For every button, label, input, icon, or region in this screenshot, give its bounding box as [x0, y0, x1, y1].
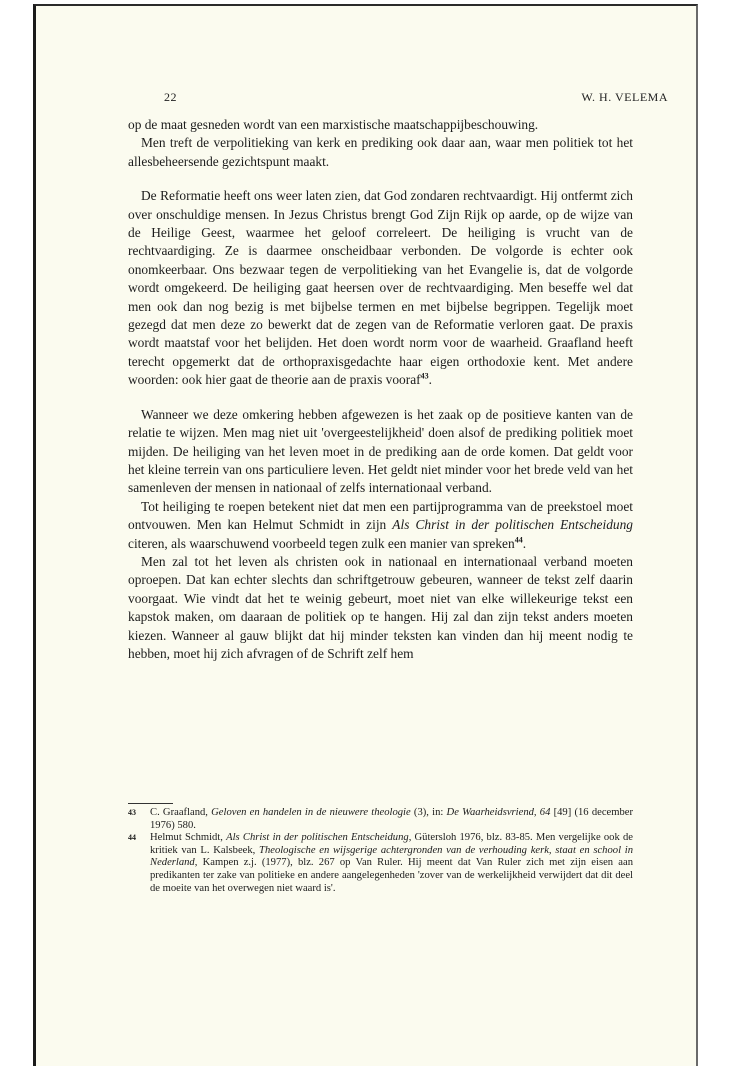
footnote-number: 43 [128, 808, 136, 817]
footnote-segment: C. Graafland, [150, 807, 212, 818]
book-title: Als Christ in der politischen Entscheidung [392, 517, 633, 533]
footnote-segment: , Kampen z.j. (1977), blz. 267 op Van Ruler. Hij meent dat Van Ruler zich met zijn eisen aan predikanten ter zake van politieke en andere aangelegenheden 'zover van de werkelijkheid verwijdert dat dit deel de moeite van het overwegen niet waard is'. [150, 857, 633, 894]
paragraph-text: citeren, als waarschuwend voorbeeld tegen zulk een manier van spreken [128, 535, 515, 551]
paragraph-text: De Reformatie heeft ons weer laten zien, dat God zondaren rechtvaardigt. Hij ontfermt zich over onschuldige mensen. In Jezus Christus brengt God Zijn Rijk op aarde, op de wijze van de Heilige Geest, waarmee het geloof correleert. De heiliging is vrucht van de rechtvaardiging. Ze is daarmee onscheidbaar verbonden. De volgorde is echter ook onomkeerbaar. Ons bezwaar tegen de verpolitieking van het Evangelie is, dat de volgorde wordt omgekeerd. De heiliging gaat heersen over de rechtvaardiging. Men beseffe wel dat men ook dan nog bezig is met bijbelse termen en met bijbelse begrippen. Tegelijk moet gezegd dat men deze zo bewerkt dat de zegen van de Reformatie verloren gaat. De praxis wordt maatstaf voor het belijden. Het doen wordt norm voor de waarheid. Graafland heeft terecht opgemerkt dat de orthopraxisgedachte haar eigen orthodoxie kent. Met andere woorden: ook hier gaat de theorie aan de praxis vooraf [128, 188, 633, 388]
footnote-text [150, 832, 633, 895]
footnotes [128, 807, 633, 895]
punctuation: . [428, 372, 432, 388]
footnote-title: Als Christ in der politischen Entscheidung [226, 832, 409, 844]
footnote-ref: 44 [514, 535, 523, 545]
footnote-title: Theologische en wijsgerige achtergronden van de verhouding kerk, staat en school in Nederland [150, 844, 633, 869]
footnote-segment: (3), in: [410, 807, 447, 818]
page-number: 22 [164, 90, 177, 104]
paragraph [128, 187, 633, 389]
footnote-title: Geloven en handelen in de nieuwere theologie [211, 807, 411, 818]
paragraph: Wanneer we deze omkering hebben afgewezen is het zaak op de positieve kanten van de relatie te wijzen. Men mag niet uit 'overgeestelijkheid' doen alsof de prediking politiek moet mijden. De heiliging van het leven moet in de prediking aan de orde komen. Dat geldt voor het kleine terrein van ons particuliere leven. Het geldt niet minder voor het brede veld van het samenleven der mensen in nationaal of zelfs internationaal verband. [128, 406, 633, 496]
footnote-ref: 43 [420, 371, 429, 381]
running-head: W. H. VELEMA [581, 90, 668, 104]
footnote-rule [128, 803, 173, 804]
footnote-segment: Helmut Schmidt, [150, 832, 227, 844]
footnote [128, 832, 633, 895]
footnote-segment: , Gütersloh 1976, blz. 83-85. Men vergelijke ook de kritiek van L. Kalsbeek, [150, 832, 633, 856]
body-text [128, 116, 633, 663]
footnote-segment: [49] (16 december 1976) 580. [150, 807, 633, 831]
footnote [128, 807, 633, 832]
paragraph: Men treft de verpolitieking van kerk en prediking ook daar aan, waar men politiek tot het allesbeheersende gezichtspunt maakt. [128, 135, 633, 169]
punctuation: . [522, 535, 527, 551]
paragraph: op de maat gesneden wordt van een marxistische maatschappijbeschouwing. [128, 117, 539, 132]
paragraph: Men zal tot het leven als christen ook in nationaal en internationaal verband moeten oproepen. Dat kan echter slechts dan schriftgetrouw gebeuren, wanneer de tekst zelf daarin voorgaat. Wie vindt dat het te weinig gebeurt, moet niet van elke willekeurige tekst een kapstok maken, om daaraan de politiek op te hangen. Hij zal dan zijn tekst anders moeten kiezen. Wanneer al gauw blijkt dat hij minder teksten kan vinden dan hij meent nodig te hebben, moet hij zich afvragen of de Schrift zelf hem [128, 553, 633, 661]
footnote-text [150, 807, 633, 832]
paragraph [128, 498, 633, 553]
footnote-number: 44 [128, 833, 136, 843]
paragraph-text: Tot heiliging te roepen betekent niet dat men een partijprogramma van de preekstoel moet ontvouwen. Men kan Helmut Schmidt in zijn [128, 498, 633, 533]
footnote-journal: De Waarheidsvriend, 64 [446, 807, 551, 818]
